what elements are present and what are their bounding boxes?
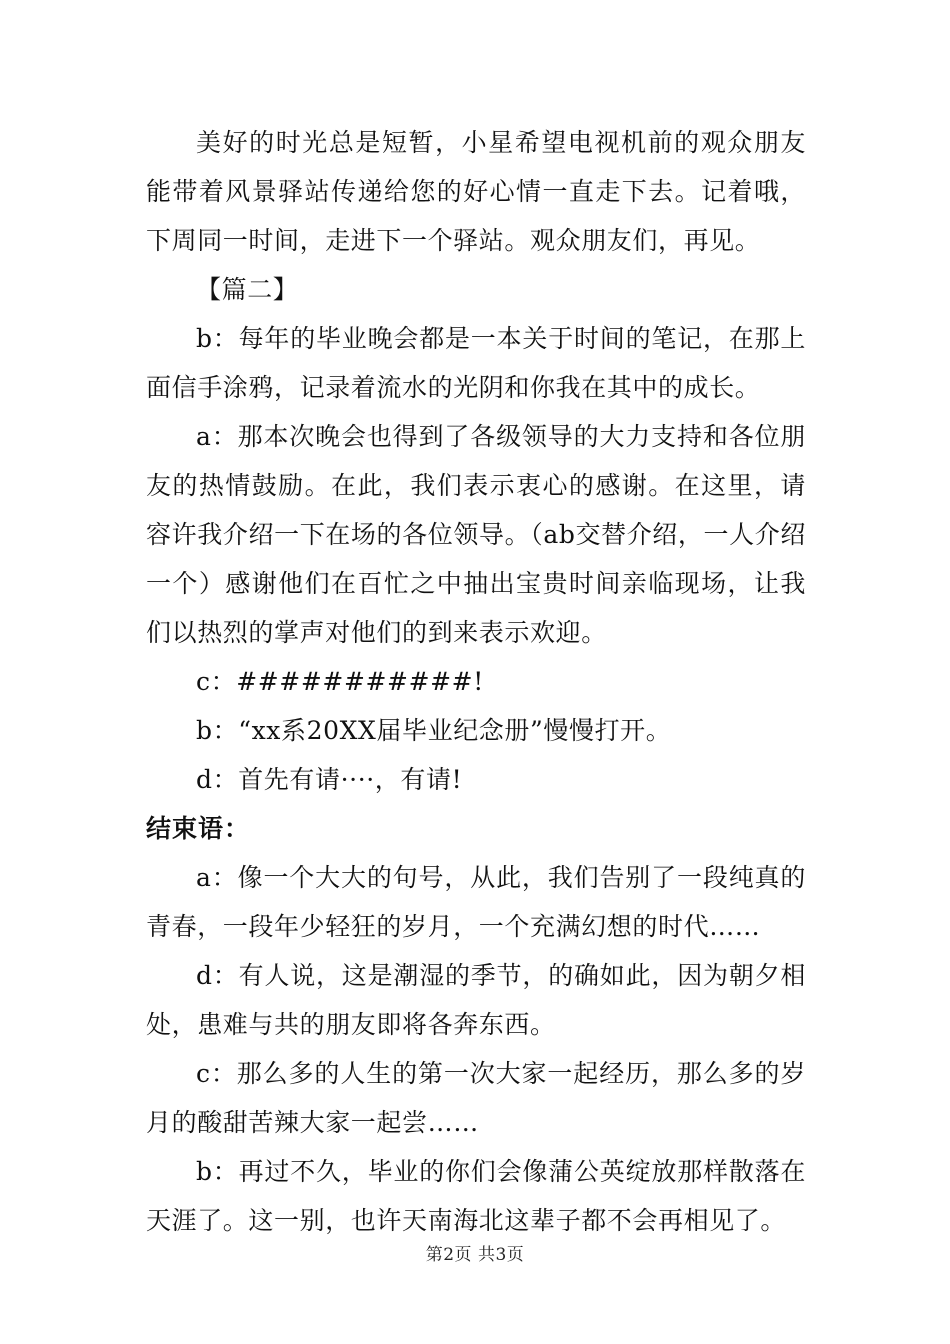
paragraph-d-closing: d：有人说，这是潮湿的季节，的确如此，因为朝夕相处，患难与共的朋友即将各奔东西。 — [146, 961, 806, 1039]
paragraph-d-invite: d：首先有请····，有请! — [196, 765, 463, 794]
section-marker-part-two: 【篇二】 — [196, 275, 299, 304]
paragraph-closing-farewell: 美好的时光总是短暂，小星希望电视机前的观众朋友能带着风景驿站传递给您的好心情一直走下去。记着哦，下周同一时间，走进下一个驿站。观众朋友们，再见。 — [146, 128, 806, 255]
paragraph-b-opening: b：每年的毕业晚会都是一本关于时间的笔记，在那上面信手涂鸦，记录着流水的光阴和你我在其中的成长。 — [146, 324, 806, 402]
document-body — [146, 118, 806, 1245]
paragraph-a-closing: a：像一个大大的句号，从此，我们告别了一段纯真的青春，一段年少轻狂的岁月，一个充满幻想的时代…… — [146, 863, 806, 941]
paragraph-c-line: c：###########! — [196, 667, 484, 696]
paragraph-a-thanks: a：那本次晚会也得到了各级领导的大力支持和各位朋友的热情鼓励。在此，我们表示衷心的感谢。在这里，请容许我介绍一下在场的各位领导。（ab交替介绍，一人介绍一个）感谢他们在百忙之中抽出宝贵时间亲临现场，让我们以热烈的掌声对他们的到来表示欢迎。 — [146, 422, 806, 647]
paragraph-b-closing: b：再过不久，毕业的你们会像蒲公英绽放那样散落在天涯了。这一别，也许天南海北这辈子都不会再相见了。 — [146, 1157, 806, 1235]
page-number-footer: 第2页 共3页 — [425, 1245, 525, 1265]
paragraph-c-closing: c：那么多的人生的第一次大家一起经历，那么多的岁月的酸甜苦辣大家一起尝…… — [146, 1059, 806, 1137]
paragraph-b-album: b：“xx系20XX届毕业纪念册”慢慢打开。 — [196, 716, 672, 745]
closing-remarks-heading: 结束语： — [146, 814, 251, 843]
